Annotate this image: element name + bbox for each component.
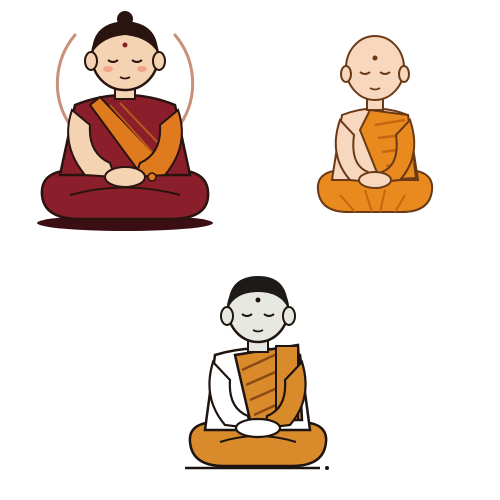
- ear-left: [85, 52, 97, 70]
- folded-hands: [105, 167, 145, 187]
- monk-figure-red-robe: [30, 5, 220, 240]
- ear-right: [399, 66, 409, 82]
- folded-hands: [359, 172, 391, 188]
- ear-left: [221, 307, 233, 325]
- ear-right: [283, 307, 295, 325]
- monk-figure-bald-orange: [310, 30, 440, 220]
- bindi: [123, 43, 128, 48]
- ground-dot: [325, 466, 329, 470]
- bindi: [256, 298, 261, 303]
- monk-figure-striped-robe: [180, 270, 335, 475]
- folded-hands: [236, 419, 280, 437]
- cheek-left: [103, 66, 113, 72]
- monk-bald-orange-illustration: [310, 30, 440, 220]
- bracelet: [148, 173, 156, 181]
- bindi: [373, 56, 378, 61]
- monk-striped-robe-illustration: [180, 270, 335, 475]
- ear-left: [341, 66, 351, 82]
- cheek-right: [137, 66, 147, 72]
- hair-bun: [117, 11, 133, 27]
- ear-right: [153, 52, 165, 70]
- monk-red-robe-illustration: [30, 5, 220, 240]
